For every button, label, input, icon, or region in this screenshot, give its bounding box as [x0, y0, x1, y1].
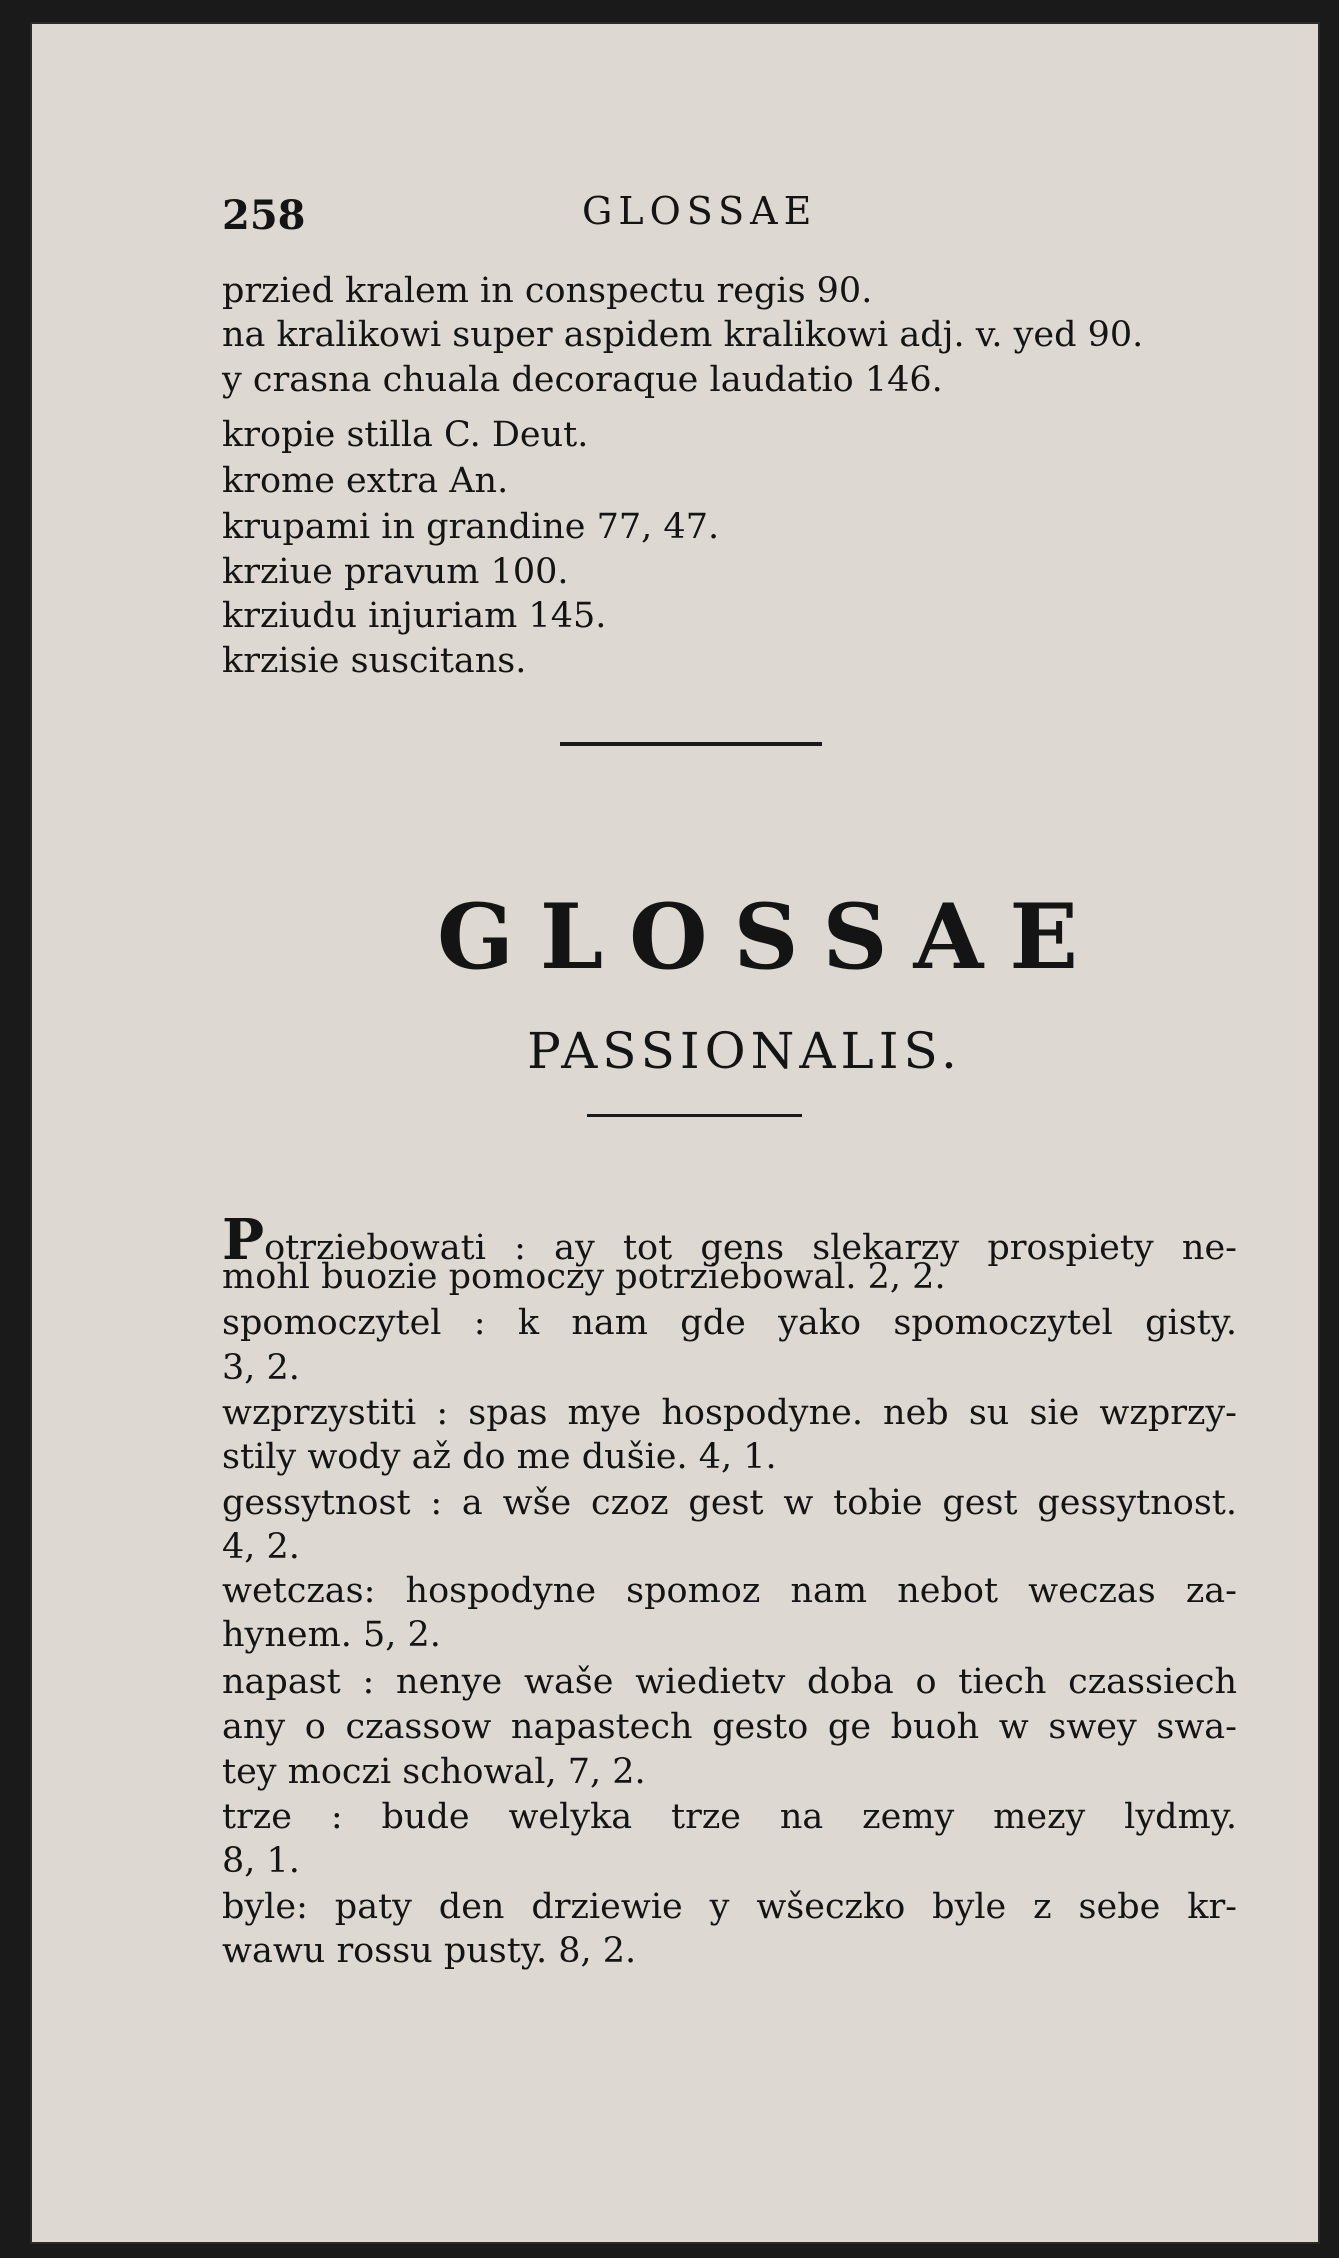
list-item: 3, 2. — [222, 1348, 300, 1388]
list-item: mohl buozie pomoczy potrziebowal. 2, 2. — [222, 1257, 946, 1297]
list-item: y crasna chuala decoraque laudatio 146. — [222, 360, 943, 400]
subtitle-divider — [587, 1114, 802, 1117]
page-number: 258 — [222, 192, 306, 239]
list-item: spomoczytel : k nam gde yako spomoczytel gisty. — [222, 1303, 1237, 1343]
list-item: krome extra An. — [222, 461, 509, 501]
list-item: tey moczi schowal, 7, 2. — [222, 1752, 646, 1792]
list-item: byle: paty den drziewie y wšeczko byle z sebe kr- — [222, 1887, 1237, 1927]
list-item: krziue pravum 100. — [222, 552, 569, 592]
list-item: kropie stilla C. Deut. — [222, 415, 589, 455]
list-item: krzisie suscitans. — [222, 641, 527, 681]
list-item: przied kralem in conspectu regis 90. — [222, 271, 873, 311]
list-item: Potrziebowati : ay tot gens slekarzy prospiety ne- — [222, 1207, 1237, 1273]
drop-cap: P — [222, 1207, 265, 1273]
section-title: GLOSSAE — [437, 884, 1104, 990]
list-item: trze : bude welyka trze na zemy mezy lydmy. — [222, 1797, 1237, 1837]
list-item: wzprzystiti : spas mye hospodyne. neb su sie wzprzy- — [222, 1393, 1237, 1433]
list-item: stily wody až do me dušie. 4, 1. — [222, 1437, 777, 1477]
list-item: napast : nenye waše wiedietv doba o tiech czassiech — [222, 1662, 1237, 1702]
list-item: 4, 2. — [222, 1527, 300, 1567]
list-item: hynem. 5, 2. — [222, 1615, 441, 1655]
list-item: gessytnost : a wše czoz gest w tobie gest gessytnost. — [222, 1483, 1237, 1523]
section-divider — [560, 742, 822, 746]
list-item: na kralikowi super aspidem kralikowi adj. v. yed 90. — [222, 315, 1144, 355]
list-item: wawu rossu pusty. 8, 2. — [222, 1931, 637, 1971]
list-item: wetczas: hospodyne spomoz nam nebot weczas za- — [222, 1571, 1237, 1611]
list-item: 8, 1. — [222, 1841, 300, 1881]
section-subtitle: PASSIONALIS. — [527, 1022, 962, 1080]
list-item: krziudu injuriam 145. — [222, 596, 607, 636]
list-item: any o czassow napastech gesto ge buoh w swey swa- — [222, 1707, 1237, 1747]
running-head: GLOSSAE — [582, 189, 818, 233]
book-page — [30, 22, 1320, 2244]
list-item: krupami in grandine 77, 47. — [222, 507, 720, 547]
